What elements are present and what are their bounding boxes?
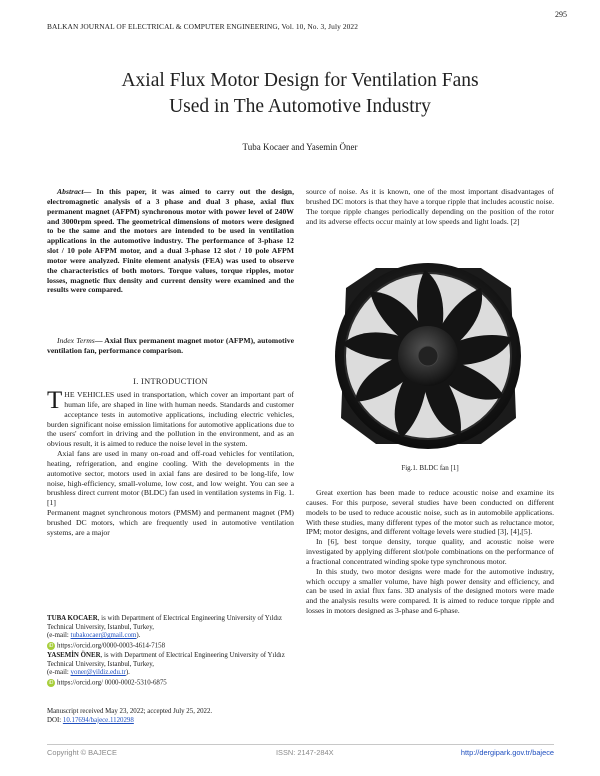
abstract [47, 187, 294, 295]
footer-issn: ISSN: 2147-284X [276, 748, 334, 757]
abstract-label: Abstract [57, 187, 84, 196]
fan-hub [398, 326, 458, 386]
footer-copyright: Copyright © BAJECE [47, 748, 117, 757]
footer-divider [47, 744, 554, 745]
right-paragraph-2: In [6], best torque density, torque quality, and acoustic noise were investigated by applying different slot/pole combinations on the performance of a fractional concentrated winding spoke type synchronous motor. [306, 537, 554, 566]
paper-title [40, 68, 560, 120]
right-paragraph-3: In this study, two motor designs were made for the automotive industry, which occupy a smaller volume, have high power density and efficiency, and can be used in axial flux fans. 3D analysis of the designed motors were made and the analysis results were compared. It is aimed to reduce torque ripple and losses in motors designed as 3-phase and 6-phase. [306, 566, 554, 616]
intro-paragraph-2: Axial fans are used in many on-road and off-road vehicles for ventilation, heating, refrigeration, and engine cooling. With the developments in the automotive sector, motors used in axial fans are desired to be long-life, low noise, high-efficiency, small-volume, low cost, and low weight. You can see a brushless direct current motor (BLDC) fan used in ventilation systems in Fig. 1. [1] [47, 449, 294, 508]
author1-name: TUBA KOCAER [47, 615, 98, 622]
author-notes [47, 615, 294, 689]
author2-email-suffix: ). [125, 669, 130, 677]
intro-paragraph-1: HE VEHICLES used in transportation, which cover an important part of human life, are shaped in line with human needs. Standards and customer acceptance tests in automotive applications, including electric vehicles, burden significant noise emission limitations for automotive applications due to the users' comfort in driving and the pollution in the environment, and as an obvious result, it is aimed to reduce the noise level in the system. [47, 390, 294, 449]
doi-link[interactable]: 10.17694/bajece.1120298 [62, 716, 134, 724]
index-terms-label: Index Terms [57, 336, 95, 345]
author1-email-link[interactable]: tubakocaer@gmail.com [70, 632, 137, 640]
section-heading: I. INTRODUCTION [133, 377, 208, 386]
doi-prefix: DOI: [47, 716, 63, 724]
right-column-body [306, 488, 554, 616]
page-number: 295 [555, 10, 567, 19]
title-line-1: Axial Flux Motor Design for Ventilation Fans [121, 70, 479, 91]
orcid-icon: iD [48, 679, 54, 686]
title-line-2: Used in The Automotive Industry [169, 96, 431, 117]
abstract-text: — In this paper, it was aimed to carry out the design, electromagnetic analysis of a 3 phase and dual 3 phase, axial flux permanent magnet (AFPM) synchronous motor with power level of 240W and 3000rpm speed. The geometrical dimensions of motors were designed to be the same and the motors are intended to be used in ventilation applications in the automotive industry. The performance of 3-phase 12 slot / 10 pole AFPM motor, and a dual 3-phase 12 slot / 10 pole AFPM motor were analyzed. Finite element analysis (FEA) was used to observe the characteristics of both motors. Torque values, torque ripples, motor losses, magnetic flux density and current density were examined and the results were compared. [47, 187, 294, 295]
author2-affiliation: , is with Department of Electrical Engineering University of Yıldız Technical University, Istanbul, Turkey, [47, 651, 285, 668]
author2-email-prefix: (e-mail: [47, 669, 71, 677]
index-terms-text: — Axial flux permanent magnet motor (AFPM), automotive ventilation fan, performance comparison. [47, 336, 295, 355]
author1-email-suffix: ). [136, 632, 141, 640]
received-line: Manuscript received May 23, 2022; accepted July 25, 2022. [47, 708, 213, 715]
right-paragraph-1: Great exertion has been made to reduce acoustic noise and examine its causes. For this purpose, several studies have been conducted on different models to be used to reduce acoustic noise, such as in automobile applications. With these studies, many different types of the motor such as reluctance motor, IPM; motor designs, and different voltage levels were studied [3], [4],[5]. [306, 488, 554, 537]
author1-affiliation: , is with Department of Electrical Engineering University of Yıldız Technical University, Istanbul, Turkey, [47, 615, 282, 631]
index-terms [47, 336, 294, 356]
bldc-fan-figure [316, 248, 541, 458]
author2-email-link[interactable]: yoner@yildiz.edu.tr [70, 669, 126, 677]
journal-header: BALKAN JOURNAL OF ELECTRICAL & COMPUTER ENGINEERING, Vol. 10, No. 3, July 2022 [47, 22, 359, 31]
drop-cap: T [47, 387, 63, 414]
author2-orcid-link[interactable]: https://orcid.org/ 0000-0002-5310-6875 [57, 679, 167, 687]
author-list: Tuba Kocaer and Yasemin Öner [242, 142, 358, 152]
intro-paragraph-3: Permanent magnet synchronous motors (PMSM) and permanent magnet (PM) brushed DC motors, which are frequently used in automotive ventilation systems, are a major [47, 508, 294, 537]
figure-caption: Fig.1. BLDC fan [1] [401, 464, 459, 472]
footer-url-link[interactable]: http://dergipark.gov.tr/bajece [460, 748, 554, 757]
right-column-intro: source of noise. As it is known, one of the most important disadvantages of brushed DC motors is that they have a torque ripple that includes acoustic noise. The torque ripple changes periodically depending on the position of the rotor and its adverse effects occur mainly at low speeds and light loads. [2] [306, 187, 554, 226]
doi-line [47, 717, 294, 726]
manuscript-dates [47, 708, 294, 725]
author1-orcid-link[interactable]: https://orcid.org/0000-0003-4614-7158 [57, 642, 166, 650]
orcid-icon: iD [48, 642, 54, 649]
author2-name: YASEMİN ÖNER [47, 651, 101, 659]
author1-email-prefix: (e-mail: [47, 632, 71, 640]
introduction-text [47, 387, 294, 538]
